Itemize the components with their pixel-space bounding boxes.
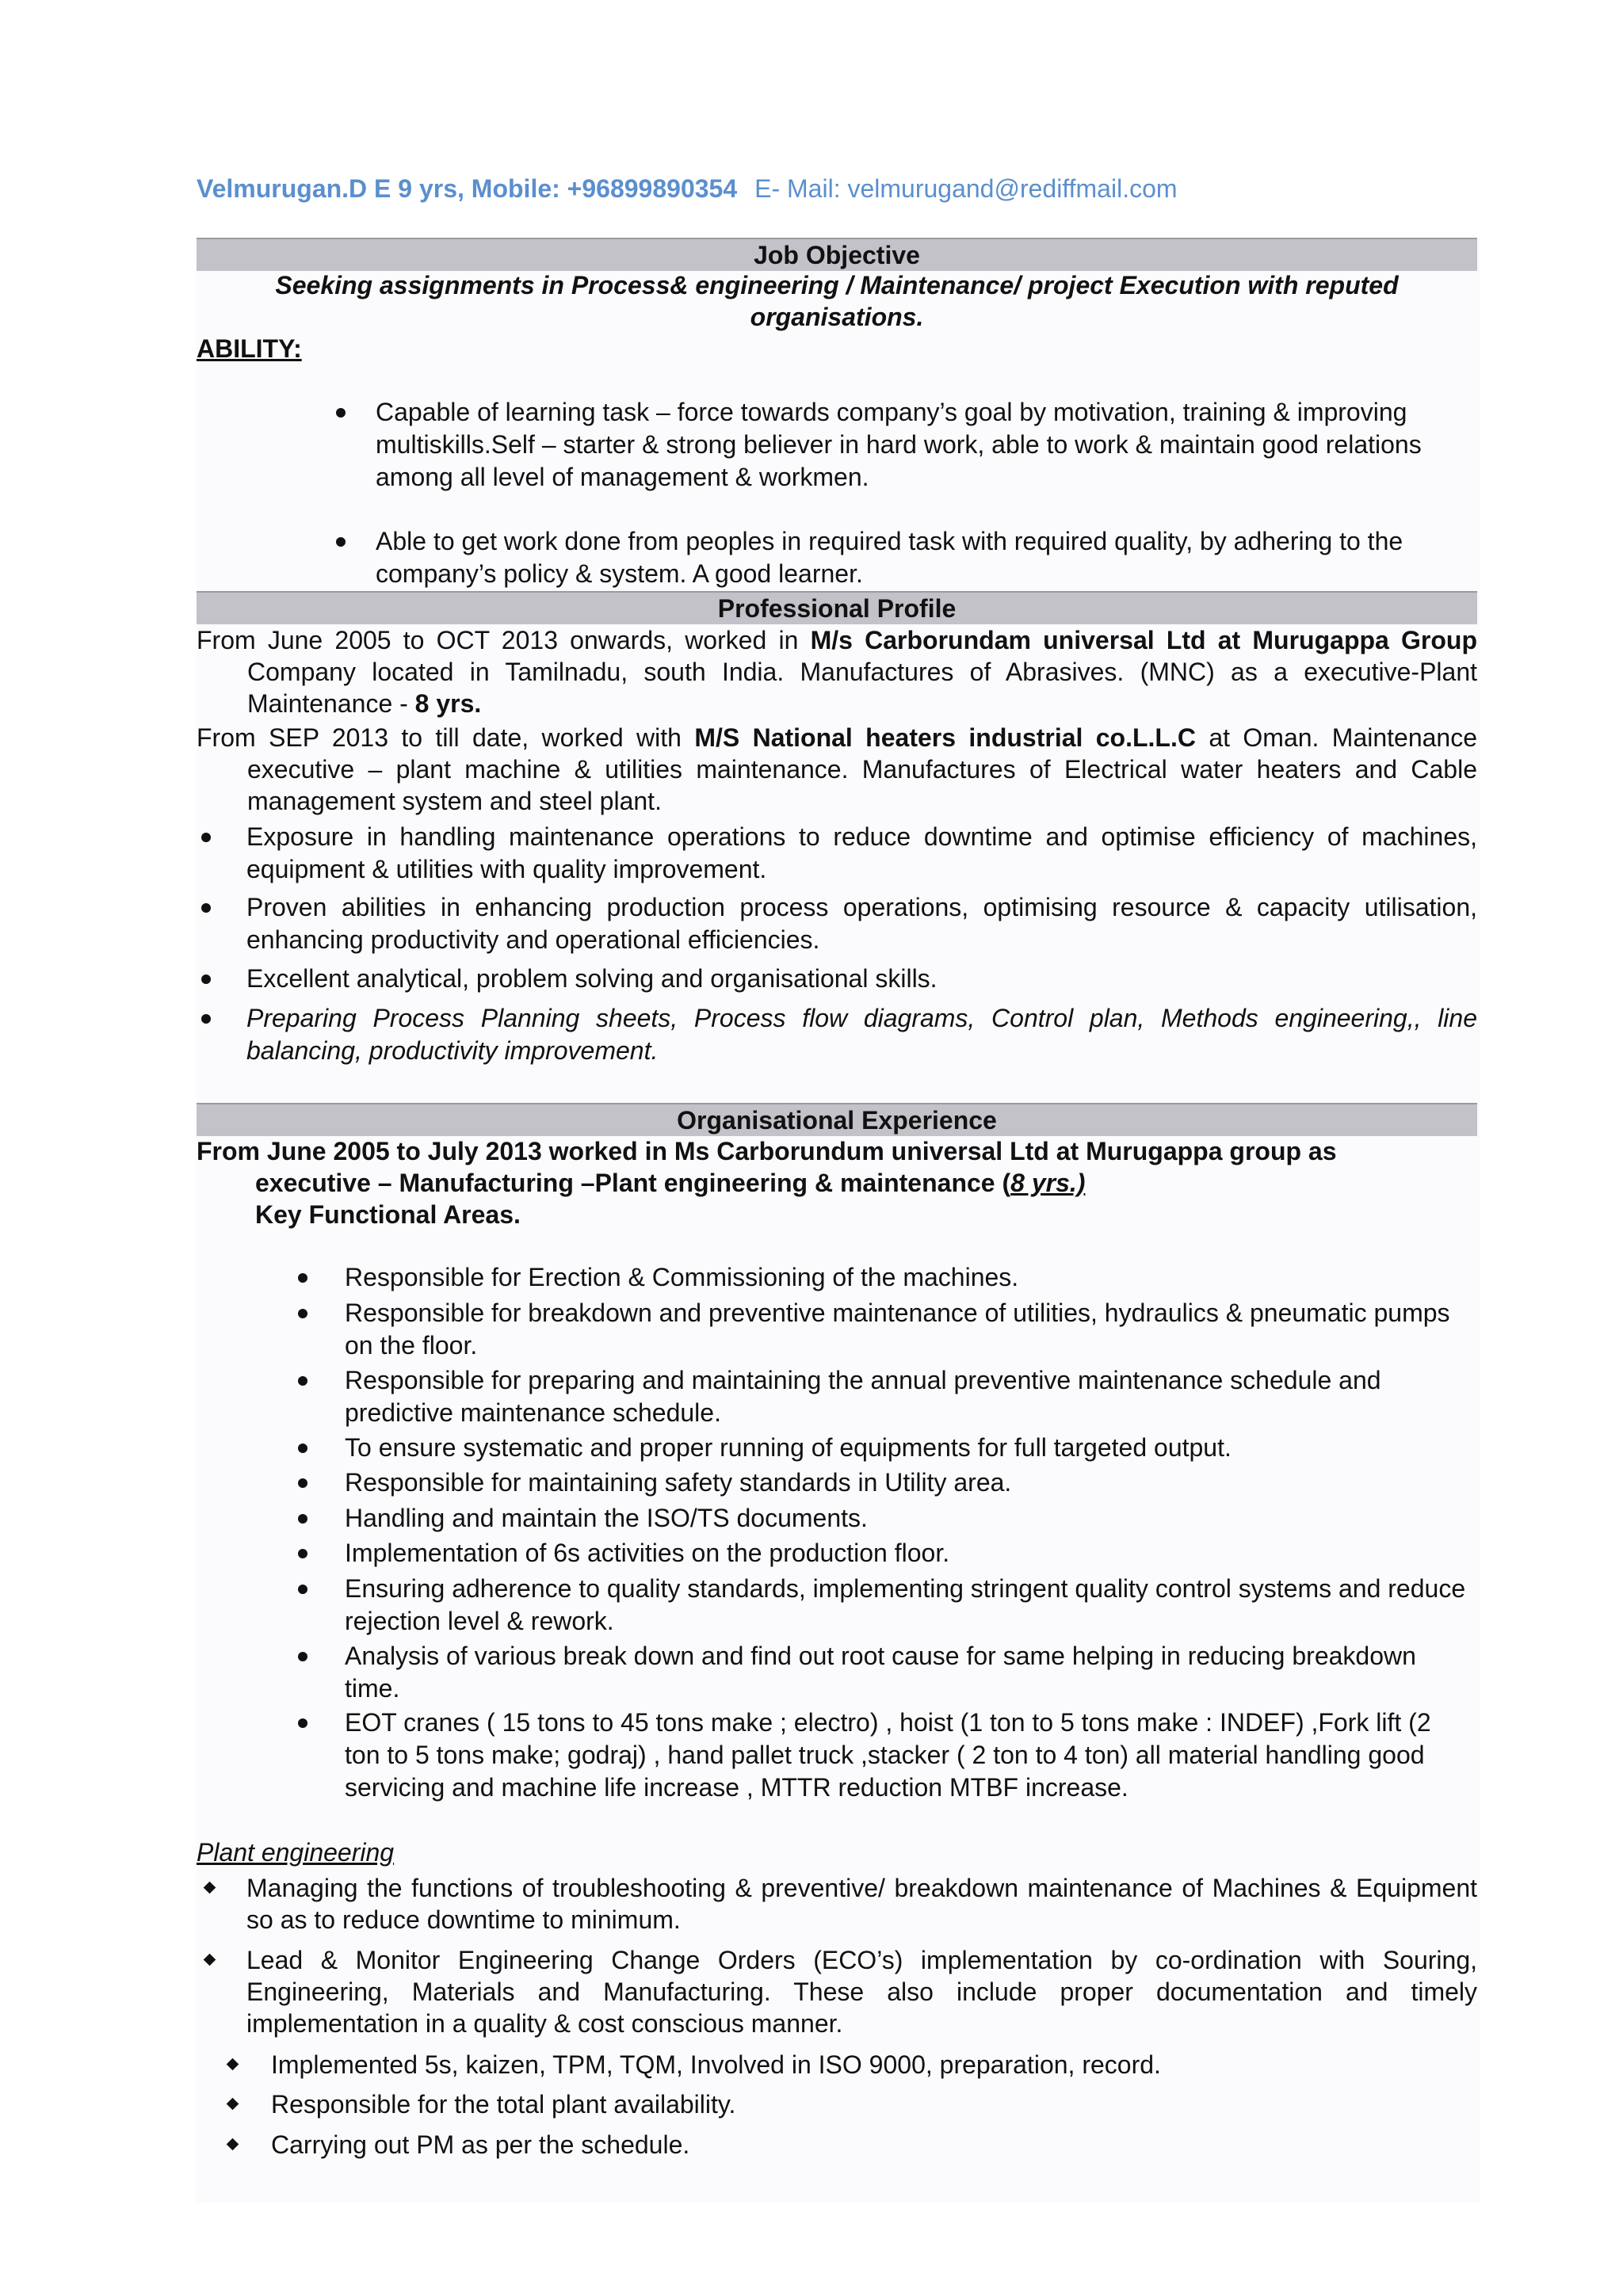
profile-bullet: Proven abilities in enhancing production process operations, optimising resource & capacity utilisation, enhancing productivity and operational efficiencies.	[246, 891, 1477, 956]
ability-heading: ABILITY:	[197, 334, 302, 363]
candidate-name-mobile: Velmurugan.D E 9 yrs, Mobile: +96899890354	[197, 174, 738, 203]
bullet-icon	[298, 1273, 307, 1283]
section-job-objective: Job Objective	[197, 238, 1477, 271]
experience-item: Analysis of various break down and find out root cause for same helping in reducing breakdown time.	[345, 1640, 1470, 1705]
section-organisational-experience: Organisational Experience	[197, 1103, 1477, 1136]
plant-engineering-item: Managing the functions of troubleshooting & preventive/ breakdown maintenance of Machines & Equipment so as to reduce downtime to minimum.	[246, 1872, 1477, 1936]
experience-item: Implementation of 6s activities on the production floor.	[345, 1537, 1470, 1569]
bullet-icon	[298, 1478, 307, 1488]
profile-bullet: Exposure in handling maintenance operations to reduce downtime and optimise efficiency of machines, equipment & utilities with quality improvement.	[246, 821, 1477, 886]
bullet-icon	[336, 408, 346, 418]
profile-entry: From June 2005 to OCT 2013 onwards, worked in M/s Carborundam universal Ltd at Murugappa Group Company located in Tamilnadu, south India. Manufactures of Abrasives. (MNC) as a executive-Plant Maintenance - 8 yrs.	[197, 626, 1478, 718]
bullet-icon	[298, 1718, 307, 1728]
profile-bullet-italic: Preparing Process Planning sheets, Process flow diagrams, Control plan, Methods engineering,, line balancing, productivity improvement.	[246, 1002, 1477, 1067]
bullet-icon	[298, 1585, 307, 1594]
plant-engineering-heading: Plant engineering	[197, 1838, 395, 1867]
plant-engineering-item: Lead & Monitor Engineering Change Orders (ECO’s) implementation by co-ordination with Souring, Engineering, Materials and Manufacturing. These also include proper documentation and timely implementation in a quality & cost conscious manner.	[246, 1944, 1477, 2039]
experience-item: Responsible for preparing and maintaining the annual preventive maintenance schedule and predictive maintenance schedule.	[345, 1364, 1470, 1429]
experience-item: Responsible for Erection & Commissioning of the machines.	[345, 1261, 1470, 1294]
diamond-bullet-icon	[227, 2058, 239, 2071]
bullet-icon	[201, 833, 211, 842]
diamond-bullet-icon	[227, 2138, 239, 2151]
bullet-icon	[336, 537, 346, 547]
key-functional-areas-heading: Key Functional Areas.	[255, 1200, 521, 1229]
ability-item: Able to get work done from peoples in required task with required quality, by adhering to the company’s policy & system. A good learner.	[376, 525, 1477, 590]
bullet-icon	[298, 1376, 307, 1386]
experience-item: To ensure systematic and proper running of equipments for full targeted output.	[345, 1432, 1470, 1464]
objective-text-line-1: Seeking assignments in Process& engineering / Maintenance/ project Execution with reputed	[275, 271, 1399, 299]
bullet-icon	[298, 1652, 307, 1661]
experience-item: EOT cranes ( 15 tons to 45 tons make ; electro) , hoist (1 ton to 5 tons make : INDEF) ,Fork lift (2 ton to 5 tons make; godraj) , hand pallet truck ,stacker ( 2 ton to 4 ton) all material handling good servicing and machine life increase , MTTR reduction MTBF increase.	[345, 1707, 1470, 1804]
plant-engineering-sub-item: Responsible for the total plant availability.	[271, 2088, 1460, 2121]
bullet-icon	[298, 1444, 307, 1453]
experience-intro: From June 2005 to July 2013 worked in Ms Carborundum universal Ltd at Murugappa group as executive – Manufacturing –Plant engineering & maintenance (8 yrs.)	[197, 1137, 1337, 1197]
experience-item: Responsible for maintaining safety standards in Utility area.	[345, 1466, 1470, 1499]
section-professional-profile: Professional Profile	[197, 591, 1477, 624]
bullet-icon	[201, 974, 211, 984]
ability-item: Capable of learning task – force towards company’s goal by motivation, training & improving multiskills.Self – starter & strong believer in hard work, able to work & maintain good relations among all level of management & workmen.	[376, 396, 1477, 494]
contact-header	[197, 174, 1178, 204]
experience-item: Handling and maintain the ISO/TS documents.	[345, 1502, 1470, 1535]
bullet-icon	[298, 1309, 307, 1318]
bullet-icon	[298, 1549, 307, 1558]
profile-bullet: Excellent analytical, problem solving and organisational skills.	[246, 963, 1477, 995]
experience-item: Ensuring adherence to quality standards, implementing stringent quality control systems and reduce rejection level & rework.	[345, 1573, 1470, 1638]
profile-entry: From SEP 2013 to till date, worked with M/S National heaters industrial co.L.L.C at Oman. Maintenance executive – plant machine & utilities maintenance. Manufactures of Electrical water heaters and Cable management system and steel plant.	[197, 723, 1478, 815]
candidate-email: E- Mail: velmurugand@rediffmail.com	[754, 174, 1178, 203]
bullet-icon	[298, 1514, 307, 1524]
plant-engineering-sub-item: Carrying out PM as per the schedule.	[271, 2129, 1460, 2161]
experience-item: Responsible for breakdown and preventive maintenance of utilities, hydraulics & pneumatic pumps on the floor.	[345, 1297, 1470, 1362]
diamond-bullet-icon	[227, 2098, 239, 2111]
plant-engineering-sub-item: Implemented 5s, kaizen, TPM, TQM, Involved in ISO 9000, preparation, record.	[271, 2049, 1460, 2081]
objective-text-line-2: organisations.	[750, 303, 924, 331]
bullet-icon	[201, 1014, 211, 1024]
bullet-icon	[201, 903, 211, 913]
diamond-bullet-icon	[204, 1882, 216, 1894]
diamond-bullet-icon	[204, 1954, 216, 1966]
